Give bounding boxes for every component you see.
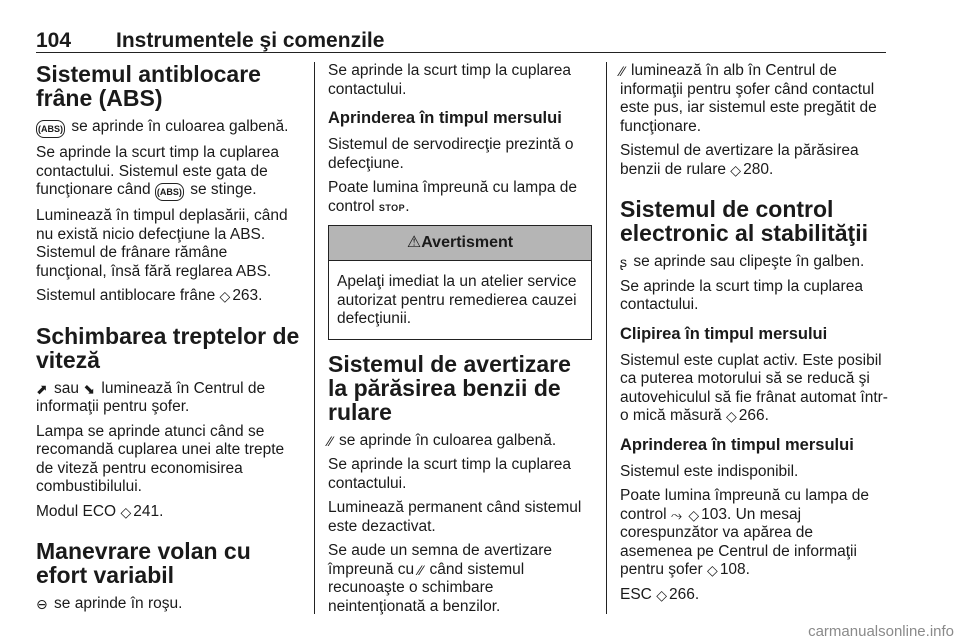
section-title-steering: Manevrare volan cu efort variabil: [36, 538, 251, 588]
page-reference-icon: ◇: [219, 288, 231, 304]
column-divider: [606, 62, 607, 614]
page-reference-link[interactable]: 280.: [743, 160, 774, 178]
page-reference-icon: ◇: [707, 562, 718, 578]
section-title-abs: Sistemul antiblocare frâne (ABS): [36, 61, 261, 111]
section-title-lane: Sistemul de avertizare la părăsirea benzii de rulare: [328, 350, 571, 425]
warning-icon: ⚠: [406, 234, 422, 251]
lane-departure-icon: ⁄⁄: [620, 63, 625, 79]
column-1: [36, 62, 300, 620]
page-reference-link[interactable]: 263.: [232, 287, 263, 304]
warning-text: Apelaţi imediat la un atelier service autorizat pentru remedierea cauzei defecţiunii.: [337, 273, 577, 327]
esc-off-icon: ⤳: [670, 506, 683, 523]
paragraph: Se aprinde la scurt timp la cuplarea contactului. Sistemul este gata de funcţionare când (ABS) se stinge.: [36, 144, 300, 201]
subsection-title: Aprinderea în timpul mersului: [620, 435, 854, 454]
abs-warning-icon: (ABS): [155, 183, 184, 201]
paragraph: ⁄⁄ luminează în alb în Centrul de informaţii pentru şofer când contactul este pus, iar sistemul este pregătit de funcţionare.: [620, 62, 877, 135]
paragraph: Se aude un semna de avertizare împreună cu ⁄⁄ când sistemul recunoaşte o schimbare neintenţionată a benzilor.: [328, 542, 553, 615]
paragraph: ⁄⁄ se aprinde în culoarea galbenă.: [328, 431, 557, 449]
page-reference-link[interactable]: 266.: [738, 407, 769, 424]
paragraph: Sistemul de avertizare la părăsirea benzii de rulare ◇ 280.: [620, 142, 859, 178]
paragraph: ESC ◇ 266.: [620, 585, 700, 603]
page-reference-icon: ◇: [730, 161, 742, 178]
warning-box: [328, 225, 592, 340]
paragraph: Sistemul de servodirecţie prezintă o defecţiune.: [328, 136, 574, 172]
page-number: 104: [36, 29, 72, 52]
page-reference-icon: ◇: [120, 503, 132, 520]
warning-header: [329, 226, 591, 261]
chapter-title: Instrumentele şi comenzile: [116, 29, 385, 52]
paragraph: Poate lumina împreună cu lampa de control STOP.: [328, 179, 578, 215]
page-reference-link[interactable]: 108.: [719, 561, 750, 578]
page-reference-icon: ◇: [688, 506, 700, 523]
page-header: [36, 0, 886, 53]
section-title-shift: Schimbarea treptelor de viteză: [36, 322, 300, 373]
watermark: carmanualsonline.info: [808, 623, 954, 640]
page-reference-link[interactable]: 241.: [133, 502, 164, 520]
page-reference-icon: ◇: [656, 586, 667, 603]
shift-down-icon: ⬊: [83, 380, 96, 397]
paragraph: ʂ se aprinde sau clipeşte în galben.: [620, 253, 865, 270]
subsection-title: Aprinderea în timpul mersului: [328, 109, 562, 127]
page-reference-link[interactable]: 266.: [668, 585, 700, 603]
paragraph: Luminează permanent când sistemul este dezactivat.: [328, 499, 582, 535]
stop-icon: STOP: [378, 202, 406, 213]
shift-up-icon: ⬈: [36, 380, 48, 397]
paragraph: Modul ECO ◇ 241.: [36, 502, 164, 520]
paragraph: ⬈ sau ⬊ luminează în Centrul de informaţii pentru şofer.: [36, 379, 266, 415]
paragraph: Sistemul antiblocare frâne ◇ 263.: [36, 287, 263, 304]
lane-departure-icon: ⁄⁄: [418, 561, 424, 578]
paragraph: Se aprinde la scurt timp la cuplarea contactului.: [620, 277, 863, 313]
paragraph: ⊖ se aprinde în roşu.: [36, 595, 183, 612]
column-2: [328, 62, 592, 622]
paragraph: Poate lumina împreună cu lampa de control ⤳ ◇ 103. Un mesaj corespunzător va apărea de asemenea pe Centrul de informaţii pentru şofer ◇ 108.: [620, 487, 870, 578]
subsection-title: Clipirea în timpul mersului: [620, 324, 828, 343]
paragraph: (ABS) se aprinde în culoarea galbenă.: [36, 118, 300, 138]
steering-wheel-icon: ⊖: [36, 596, 48, 612]
warning-title: Avertisment: [421, 234, 514, 251]
paragraph: Se aprinde la scurt timp la cuplarea contactului.: [328, 456, 571, 492]
paragraph: Sistemul este indisponibil.: [620, 462, 799, 480]
paragraph: Lampa se aprinde atunci când se recomandă cuplarea unei alte trepte de viteză pentru economisirea combustibilului.: [36, 422, 285, 495]
abs-warning-icon: (ABS): [36, 120, 65, 138]
paragraph: Luminează în timpul deplasării, când nu există nicio defecţiune la ABS. Sistemul de frânare rămâne funcţional, însă fără reglarea ABS.: [36, 207, 288, 280]
column-divider: [314, 62, 315, 614]
esc-icon: ʂ: [620, 254, 627, 270]
paragraph: Sistemul este cuplat activ. Este posibil ca puterea motorului să se reducă şi autovehiculul să fie frânat automat într-o mică măsură ◇ 266.: [620, 351, 888, 424]
paragraph: Se aprinde la scurt timp la cuplarea contactului.: [328, 62, 571, 98]
section-title-esc: Sistemul de control electronic al stabilităţii: [620, 196, 868, 246]
column-3: [620, 62, 888, 610]
lane-departure-icon: ⁄⁄: [328, 432, 333, 449]
page-reference-icon: ◇: [725, 408, 737, 424]
